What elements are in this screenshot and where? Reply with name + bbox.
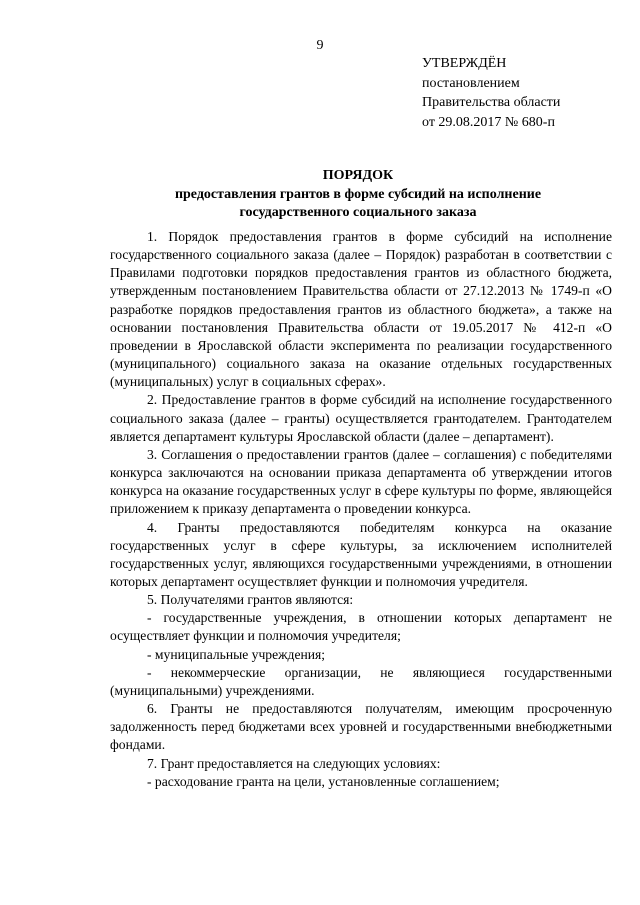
approval-line: от 29.08.2017 № 680-п	[422, 114, 555, 130]
title-subtitle-line: государственного социального заказа	[239, 205, 477, 220]
paragraph-7: 7. Грант предоставляется на следующих условиях:	[147, 755, 441, 771]
title-heading: ПОРЯДОК	[322, 168, 394, 183]
list-item: - муниципальные учреждения;	[147, 646, 326, 662]
approval-line: УТВЕРЖДЁН	[422, 56, 507, 71]
document-body	[110, 228, 612, 791]
paragraph-2: 2. Предоставление грантов в форме субсидий на исполнение государственного социального заказа (далее – гранты) осуществляется грантодателем. Грантодателем является департамент культуры Ярославской области (далее – департамент).	[110, 392, 612, 444]
title-subtitle-line: предоставления грантов в форме субсидий на исполнение	[174, 186, 542, 202]
approval-line: Правительства области	[422, 95, 561, 110]
list-item: - расходование гранта на цели, установленные соглашением;	[147, 773, 500, 789]
paragraph-5: 5. Получателями грантов являются:	[147, 592, 354, 608]
approval-line: постановлением	[422, 75, 520, 91]
list-item: - государственные учреждения, в отношении которых департамент не осуществляет функции и полномочия учредителя;	[110, 610, 612, 644]
page-number: 9	[316, 38, 324, 53]
paragraph-3: 3. Соглашения о предоставлении грантов (далее – соглашения) с победителями конкурса заключаются на основании приказа департамента об утверждении итогов конкурса на оказание государственных услуг в сфере культуры по форме, являющейся приложением к приказу департамента о проведении конкурса.	[110, 446, 612, 517]
document-title	[110, 167, 606, 223]
paragraph-6: 6. Гранты не предоставляются получателям, имеющим просроченную задолженность перед бюджетами всех уровней и государственными внебюджетными фондами.	[110, 701, 612, 753]
approval-stamp	[422, 54, 560, 132]
paragraph-1: 1. Порядок предоставления грантов в форме субсидий на исполнение государственного социального заказа (далее – Порядок) разработан в соответствии с Правилами подготовки порядков предоставления грантов из областного бюджета, утвержденным постановлением Правительства области от 27.12.2013 № 1749-п «О разработке порядков предоставления грантов из областного бюджета», а также на основании постановления Правительства области от 19.05.2017 № 412-п «О проведении в Ярославской области эксперимента по реализации государственного (муниципального) социального заказа на оказание отдельных государственных (муниципальных) услуг в социальных сферах».	[110, 229, 612, 390]
paragraph-4: 4. Гранты предоставляются победителям конкурса на оказание государственных услуг в сфере культуры, за исключением исполнителей государственных услуг, являющихся государственными учреждениями, в отношении которых департамент осуществляет функции и полномочия учредителя.	[110, 519, 612, 589]
list-item: - некоммерческие организации, не являющиеся государственными (муниципальными) учреждениями.	[110, 664, 612, 698]
